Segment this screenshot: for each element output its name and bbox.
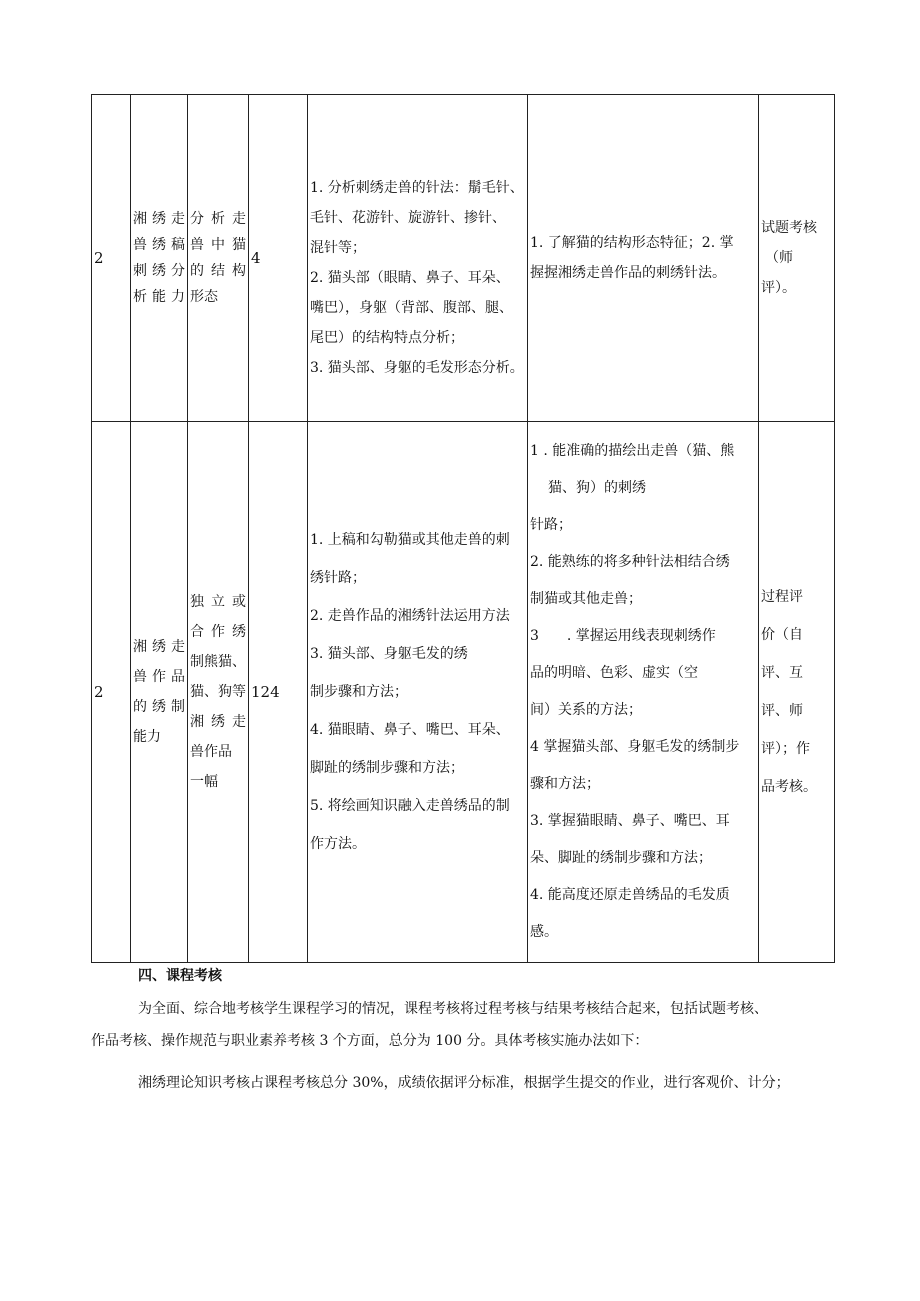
text-line: （师	[765, 250, 793, 266]
assessment-cell	[759, 95, 835, 422]
paragraph	[138, 994, 838, 1024]
text-line: 刺绣分	[133, 263, 185, 279]
text-line: 2. 能熟练的将多种针法相结合绣	[530, 554, 730, 570]
text-line: 评）。	[761, 280, 796, 296]
text-line: 合作绣	[190, 624, 246, 640]
task-cell	[188, 422, 249, 963]
row-number-cell	[92, 95, 131, 422]
text-line: 3 . 掌握运用线表现刺绣作	[530, 628, 716, 644]
row-number: 2	[94, 682, 104, 701]
text-line: 湘绣理论知识考核占课程考核总分 30%，成绩依据评分标准，根据学生提交的作业，进行客观价、计分；	[138, 1075, 790, 1091]
course-content-table	[91, 94, 835, 963]
text-line: 独立或	[190, 594, 246, 610]
content-cell	[308, 422, 528, 963]
content-text	[308, 521, 527, 863]
goals-cell	[528, 422, 759, 963]
assessment-text	[759, 578, 834, 806]
text-line: 4. 猫眼睛、鼻子、嘴巴、耳朵、	[310, 722, 510, 738]
text-line: 兽绣稿	[133, 237, 185, 253]
text-line: 4. 能高度还原走兽绣品的毛发质	[530, 887, 730, 903]
task-text	[188, 587, 248, 797]
text-line: 品的明暗、色彩、虚实（空	[530, 665, 698, 681]
text-line: 一幅	[190, 774, 218, 790]
text-line: 嘴巴），身躯（背部、腹部、腿、	[310, 300, 513, 316]
text-line: 兽作品	[133, 669, 185, 685]
text-line: 湘绣走	[133, 639, 185, 655]
paragraph	[138, 1068, 838, 1098]
text-line: 的绣制	[133, 699, 185, 715]
module-cell	[131, 422, 188, 963]
text-line: 1 . 能准确的描绘出走兽（猫、熊	[530, 443, 735, 459]
task-text	[188, 206, 248, 310]
goals-cell	[528, 95, 759, 422]
text-line: 间）关系的方法；	[530, 702, 642, 718]
task-cell	[188, 95, 249, 422]
text-line: 1. 了解猫的结构形态特征；2. 掌	[530, 235, 734, 251]
text-line: 5. 将绘画知识融入走兽绣品的制	[310, 798, 510, 814]
hours-value: 4	[251, 248, 261, 267]
text-line: 1. 上稿和勾勒猫或其他走兽的刺	[310, 532, 510, 548]
text-line: 脚趾的绣制步骤和方法；	[310, 760, 464, 776]
row-number: 2	[94, 248, 104, 267]
text-line: 猫、狗）的刺绣	[548, 480, 646, 496]
text-line: 制熊猫、	[190, 654, 246, 670]
assessment-text	[759, 213, 834, 303]
text-line: 湘绣走	[133, 211, 185, 227]
text-line: 分析走	[190, 211, 246, 227]
text-line: 混针等；	[310, 240, 366, 256]
row-number-cell	[92, 422, 131, 963]
text-line: 评）；作	[761, 741, 810, 757]
text-line: 品考核。	[761, 779, 817, 795]
text-line: 朵、脚趾的绣制步骤和方法；	[530, 850, 712, 866]
text-line: 制猫或其他走兽；	[530, 591, 642, 607]
assessment-cell	[759, 422, 835, 963]
text-line: 制步骤和方法；	[310, 684, 408, 700]
text-line: 1. 分析刺绣走兽的针法：鬅毛针、	[310, 180, 524, 196]
text-line: 兽作品	[190, 744, 232, 760]
text-line: 形态	[190, 289, 218, 305]
text-line: 3. 猫头部、身躯毛发的绣	[310, 646, 468, 662]
text-line: 3. 掌握猫眼睛、鼻子、嘴巴、耳	[530, 813, 730, 829]
content-cell	[308, 95, 528, 422]
goals-text	[528, 228, 758, 288]
text-line: 作品考核、操作规范与职业素养考核 3 个方面，总分为 100 分。具体考核实施办法如下：	[91, 1033, 649, 1049]
module-text	[131, 632, 187, 752]
text-line: 针路；	[530, 517, 572, 533]
text-line: 试题考核	[761, 220, 817, 236]
module-text	[131, 206, 187, 310]
text-line: 3. 猫头部、身躯的毛发形态分析。	[310, 360, 524, 376]
section-heading: 四、课程考核	[138, 968, 222, 984]
text-line: 评、互	[761, 665, 803, 681]
goals-text	[528, 433, 758, 951]
hours-cell	[249, 95, 308, 422]
text-line: 湘绣走	[190, 714, 246, 730]
text-line: 能力	[133, 729, 161, 745]
text-line: 2. 猫头部（眼睛、鼻子、耳朵、	[310, 270, 510, 286]
text-line: 为全面、综合地考核学生课程学习的情况，课程考核将过程考核与结果考核结合起来，包括试题考核、	[138, 1001, 768, 1017]
text-line: 感。	[530, 924, 558, 940]
text-line: 握握湘绣走兽作品的刺绣针法。	[530, 265, 726, 281]
paragraph-continuation	[91, 1026, 831, 1056]
hours-cell	[249, 422, 308, 963]
text-line: 猫、狗等	[190, 684, 246, 700]
text-line: 4 掌握猫头部、身躯毛发的绣制步	[530, 739, 740, 755]
text-line: 兽中猫	[190, 237, 246, 253]
text-line: 尾巴）的结构特点分析；	[310, 330, 464, 346]
table-row	[92, 95, 835, 422]
module-cell	[131, 95, 188, 422]
text-line: 析能力	[133, 289, 185, 305]
text-line: 作方法。	[310, 836, 366, 852]
text-line: 绣针路；	[310, 570, 366, 586]
content-text	[308, 133, 527, 383]
text-line: 过程评	[761, 589, 803, 605]
table-row	[92, 422, 835, 963]
text-line: 评、师	[761, 703, 803, 719]
text-line: 价（自	[761, 627, 803, 643]
text-line: 毛针、花游针、旋游针、掺针、	[310, 210, 506, 226]
text-line: 骤和方法；	[530, 776, 600, 792]
text-line: 2. 走兽作品的湘绣针法运用方法	[310, 608, 510, 624]
text-line: 的结构	[190, 263, 246, 279]
hours-value: 124	[251, 682, 280, 701]
